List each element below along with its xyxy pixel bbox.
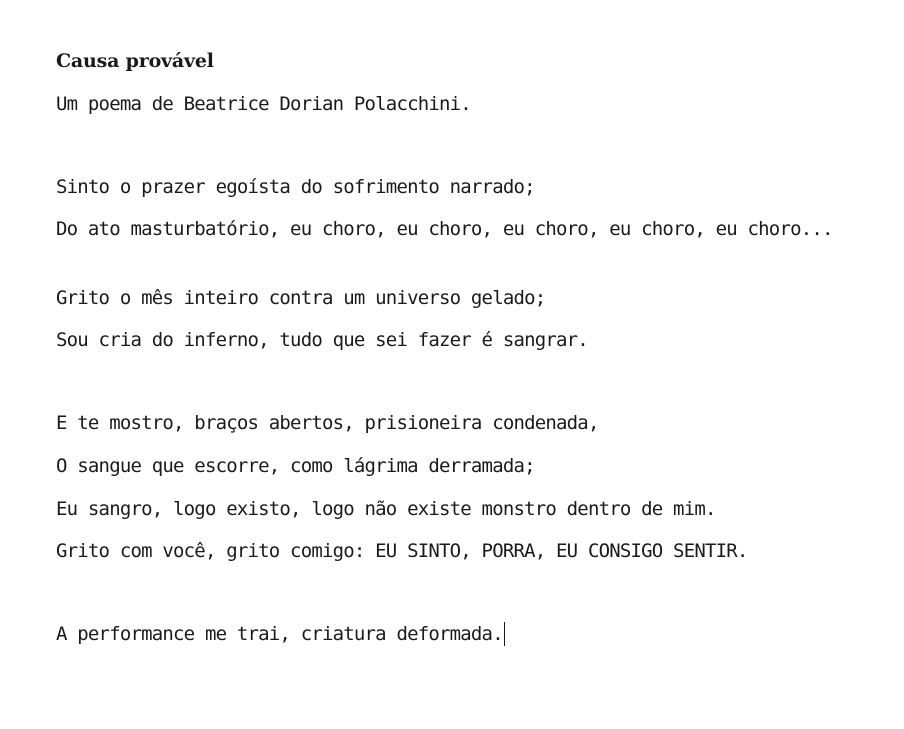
- poem-line: Grito com você, grito comigo: EU SINTO, PORRA, EU CONSIGO SENTIR.: [56, 540, 748, 562]
- poem-line: Sinto o prazer egoísta do sofrimento narrado;: [56, 176, 535, 198]
- poem-line: Eu sangro, logo existo, logo não existe monstro dentro de mim.: [56, 498, 716, 520]
- poem-title: Causa provável: [56, 50, 214, 72]
- poem-line: Grito o mês inteiro contra um universo gelado;: [56, 287, 546, 309]
- text-cursor: [504, 622, 505, 646]
- poem-line: E te mostro, braços abertos, prisioneira condenada,: [56, 412, 599, 434]
- poem-line: A performance me trai, criatura deformada.: [56, 623, 503, 645]
- poem-line: Sou cria do inferno, tudo que sei fazer é sangrar.: [56, 329, 588, 351]
- poem-byline: Um poema de Beatrice Dorian Polacchini.: [56, 93, 471, 115]
- poem-line: O sangue que escorre, como lágrima derramada;: [56, 455, 535, 477]
- poem-line: Do ato masturbatório, eu choro, eu choro, eu choro, eu choro, eu choro...: [56, 218, 833, 240]
- poem-last-line: [56, 622, 505, 646]
